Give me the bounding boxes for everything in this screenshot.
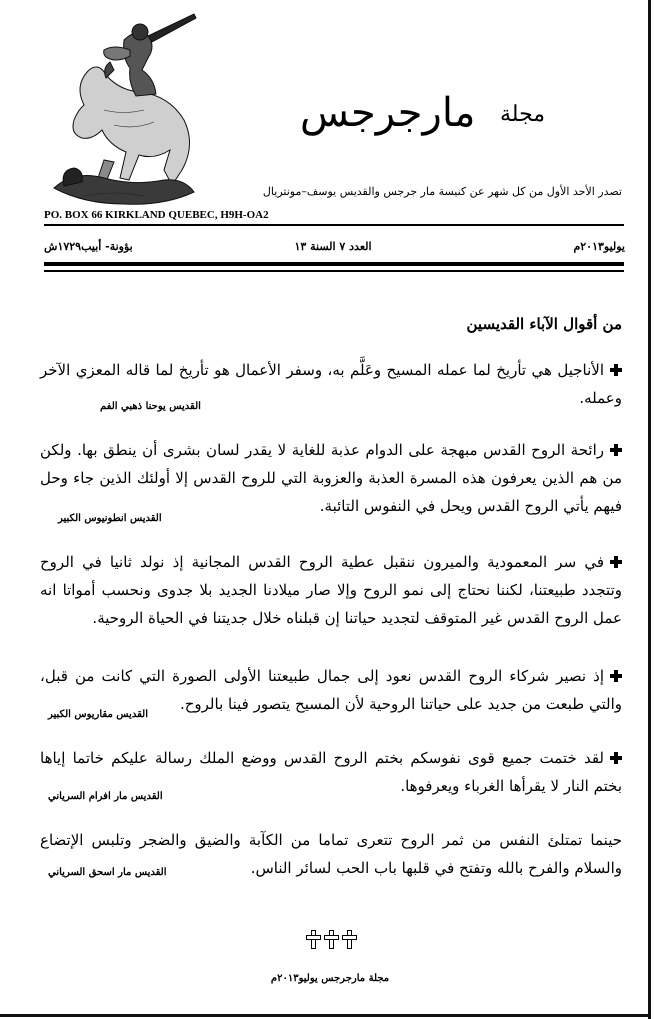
postal-address: PO. BOX 66 KIRKLAND QUEBEC, H9H-OA2 xyxy=(44,209,269,221)
cross-icon xyxy=(324,930,340,950)
quote-text: في سر المعمودية والميرون ننقبل عطية الروح القدس المجانية إذ نولد ثانيا في الروح وتتجدد طبيعتنا، لكننا نحتاج إلى نمو الروح وإلا صار ميلادنا الجديد بلا جدوى ونحسب أمواتا انه عمل الروح القدس غير المتوقف لتجديد حياتنا إن قبلناه خلال جديتنا في الحياة الروحية. xyxy=(40,553,622,627)
quote-text: الأناجيل هي تأريخ لما عمله المسيح وعَلَّم به، وسفر الأعمال هو تأريخ لما قاله المعزي الآخر وعمله. xyxy=(40,361,622,407)
divider-top xyxy=(44,224,624,226)
quote-author: القديس مار افرام السرياني xyxy=(48,791,163,802)
quote-text: لقد ختمت جميع قوى نفوسكم بختم الروح القدس ووضع الملك رسالة عليكم خاتما إياها بختم النار لا يقرأها الغرباء ويعرفوها. xyxy=(40,749,622,795)
issue-number: العدد ٧ السنة ١٣ xyxy=(294,240,372,253)
quote-author: القديس مار اسحق السرياني xyxy=(48,867,167,878)
title-main: مارجرجس xyxy=(300,90,476,136)
quote-3 xyxy=(40,548,622,632)
magazine-title xyxy=(300,88,546,138)
cross-icon xyxy=(306,930,322,950)
quote-author: القديس انطونيوس الكبير xyxy=(58,513,162,524)
masthead-subtitle: تصدر الأحد الأول من كل شهر عن كنيسة مار جرجس والقديس يوسف–مونتريال xyxy=(262,185,622,198)
divider-thin xyxy=(44,270,624,272)
three-crosses-ornament xyxy=(306,930,358,950)
quote-author: القديس مقاريوس الكبير xyxy=(48,709,148,720)
cross-icon xyxy=(342,930,358,950)
page-footer: مجلة مارجرجس يوليو٢٠١٣م xyxy=(270,973,390,984)
page-border-right xyxy=(648,0,651,1019)
cross-bullet-icon xyxy=(610,752,622,764)
quote-text: رائحة الروح القدس مبهجة على الدوام عذبة للغاية لا يقدر لسان بشرى أن ينطق بها. ولكن من هم الذين يعرفون هذه المسرة العذبة والعزوبة التي للروح القدس إلا أولئك الذين جاء وحل فيهم يأتي الروح القدس ويحل في النفوس التائبة. xyxy=(40,441,622,515)
cross-bullet-icon xyxy=(610,556,622,568)
divider-thick xyxy=(44,262,624,266)
st-george-logo xyxy=(44,10,202,210)
issue-coptic-date: بؤونة- أبيب١٧٢٩ش xyxy=(44,240,133,253)
quote-2 xyxy=(40,436,622,520)
page-border-bottom xyxy=(0,1014,651,1017)
cross-bullet-icon xyxy=(610,670,622,682)
title-small: مجلة xyxy=(500,102,546,127)
cross-bullet-icon xyxy=(610,444,622,456)
quote-text: حينما تمتلئ النفس من ثمر الروح تتعرى تماما من الكآبة والضيق والضجر وتلبس الإتضاع والسلام والفرح بالله وتفتح في قلبها باب الحب لسائر الناس. xyxy=(40,831,622,877)
section-heading: من أقوال الآباء القديسين xyxy=(466,315,622,333)
quote-text: إذ نصير شركاء الروح القدس نعود إلى جمال طبيعتنا الأولى الصورة التي كانت من قبل، والتي طبعت من جديد على حياتنا الروحية لأن المسيح يتصور فينا بالروح. xyxy=(40,667,622,713)
issue-date: يوليو٢٠١٣م xyxy=(573,240,625,253)
quote-author: القديس يوحنا ذهبي الفم xyxy=(100,401,201,412)
cross-bullet-icon xyxy=(610,364,622,376)
